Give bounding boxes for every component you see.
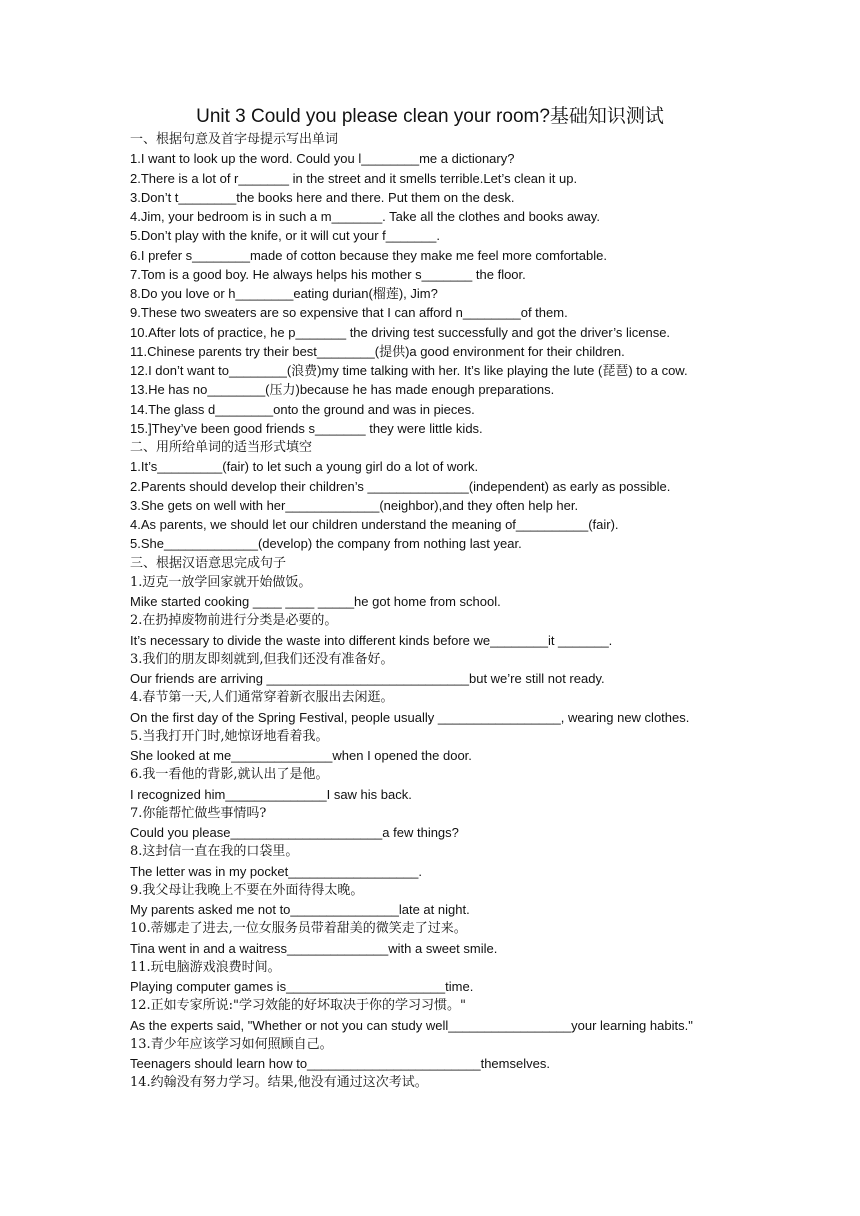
chinese-prompt: 6.我一看他的背影,就认出了是他。: [130, 767, 329, 783]
question-line: 3.She gets on well with her_____________(neighbor),and they often help her.: [130, 497, 579, 513]
question-line: 3.Don’t t________the books here and there. Put them on the desk.: [130, 189, 515, 205]
question-line: 5.Don’t play with the knife, or it will cut your f_______.: [130, 228, 440, 244]
question-line: Playing computer games is______________________time.: [130, 979, 474, 994]
question-line: 8.Do you love or h________eating durian(榴莲), Jim?: [130, 286, 438, 301]
question-line: 9.These two sweaters are so expensive that I can afford n________of them.: [130, 305, 568, 321]
question-line: 10.After lots of practice, he p_______ the driving test successfully and got the driver’s license.: [130, 324, 671, 340]
worksheet-body: [130, 130, 740, 1093]
question-line: On the first day of the Spring Festival, people usually _________________, wearing new clothes.: [130, 709, 690, 725]
question-line: Teenagers should learn how to________________________themselves.: [130, 1056, 550, 1071]
question-line: Mike started cooking ____ ____ _____he got home from school.: [130, 594, 501, 609]
chinese-prompt: 10.蒂娜走了进去,一位女服务员带着甜美的微笑走了过来。: [130, 921, 467, 937]
question-line: She looked at me______________when I opened the door.: [130, 748, 472, 763]
question-line: 15.]They’ve been good friends s_______ they were little kids.: [130, 420, 483, 436]
question-line: 7.Tom is a good boy. He always helps his mother s_______ the floor.: [130, 266, 526, 282]
question-line: 5.She_____________(develop) the company from nothing last year.: [130, 536, 522, 552]
question-line: 6.I prefer s________made of cotton because they make me feel more comfortable.: [130, 247, 607, 263]
question-line: 2.Parents should develop their children’s ______________(independent) as early as possible.: [130, 478, 671, 494]
section-heading: 一、根据句意及首字母提示写出单词: [130, 132, 339, 147]
chinese-prompt: 11.玩电脑游戏浪费时间。: [130, 959, 281, 975]
question-line: I recognized him______________I saw his back.: [130, 786, 412, 802]
question-line: Tina went in and a waitress______________with a sweet smile.: [130, 940, 498, 956]
section-heading: 二、用所给单词的适当形式填空: [130, 440, 313, 455]
question-line: The letter was in my pocket__________________.: [130, 863, 422, 879]
chinese-prompt: 14.约翰没有努力学习。结果,他没有通过这次考试。: [130, 1075, 428, 1091]
chinese-prompt: 2.在扔掉废物前进行分类是必要的。: [130, 613, 338, 629]
question-line: 1.I want to look up the word. Could you l________me a dictionary?: [130, 151, 515, 167]
question-line: 4.As parents, we should let our children understand the meaning of__________(fair).: [130, 517, 619, 532]
question-line: Our friends are arriving ____________________________but we’re still not ready.: [130, 671, 605, 686]
chinese-prompt: 1.迈克一放学回家就开始做饭。: [130, 574, 312, 590]
chinese-prompt: 12.正如专家所说:"学习效能的好坏取决于你的学习习惯。": [130, 998, 467, 1014]
question-line: 12.I don’t want to________(浪费)my time talking with her. It’s like playing the lute (琵琶) to a cow.: [130, 363, 688, 378]
worksheet-title: Unit 3 Could you please clean your room?基础知识测试: [196, 106, 664, 127]
question-line: 13.He has no________(压力)because he has made enough preparations.: [130, 382, 555, 398]
chinese-prompt: 3.我们的朋友即刻就到,但我们还没有准备好。: [130, 651, 394, 667]
chinese-prompt: 9.我父母让我晚上不要在外面待得太晚。: [130, 882, 364, 898]
chinese-prompt: 4.春节第一天,人们通常穿着新衣服出去闲逛。: [130, 690, 394, 706]
chinese-prompt: 8.这封信一直在我的口袋里。: [130, 844, 299, 860]
section-heading: 三、根据汉语意思完成句子: [130, 555, 287, 571]
question-line: 1.It’s_________(fair) to let such a young girl do a lot of work.: [130, 459, 479, 475]
chinese-prompt: 7.你能帮忙做些事情吗?: [130, 805, 267, 821]
question-line: It’s necessary to divide the waste into different kinds before we________it _______.: [130, 632, 613, 648]
chinese-prompt: 13.青少年应该学习如何照顾自己。: [130, 1036, 333, 1052]
question-line: 2.There is a lot of r_______ in the street and it smells terrible.Let’s clean it up.: [130, 170, 578, 186]
question-line: 11.Chinese parents try their best________(提供)a good environment for their children.: [130, 343, 625, 359]
chinese-prompt: 5.当我打开门时,她惊讶地看着我。: [130, 728, 329, 744]
question-line: 14.The glass d________onto the ground and was in pieces.: [130, 401, 475, 417]
question-line: My parents asked me not to_______________late at night.: [130, 902, 470, 917]
question-line: Could you please_____________________a few things?: [130, 825, 459, 840]
question-line: As the experts said, "Whether or not you can study well_________________your learning habits.": [130, 1017, 693, 1033]
question-line: 4.Jim, your bedroom is in such a m_______. Take all the clothes and books away.: [130, 209, 600, 224]
